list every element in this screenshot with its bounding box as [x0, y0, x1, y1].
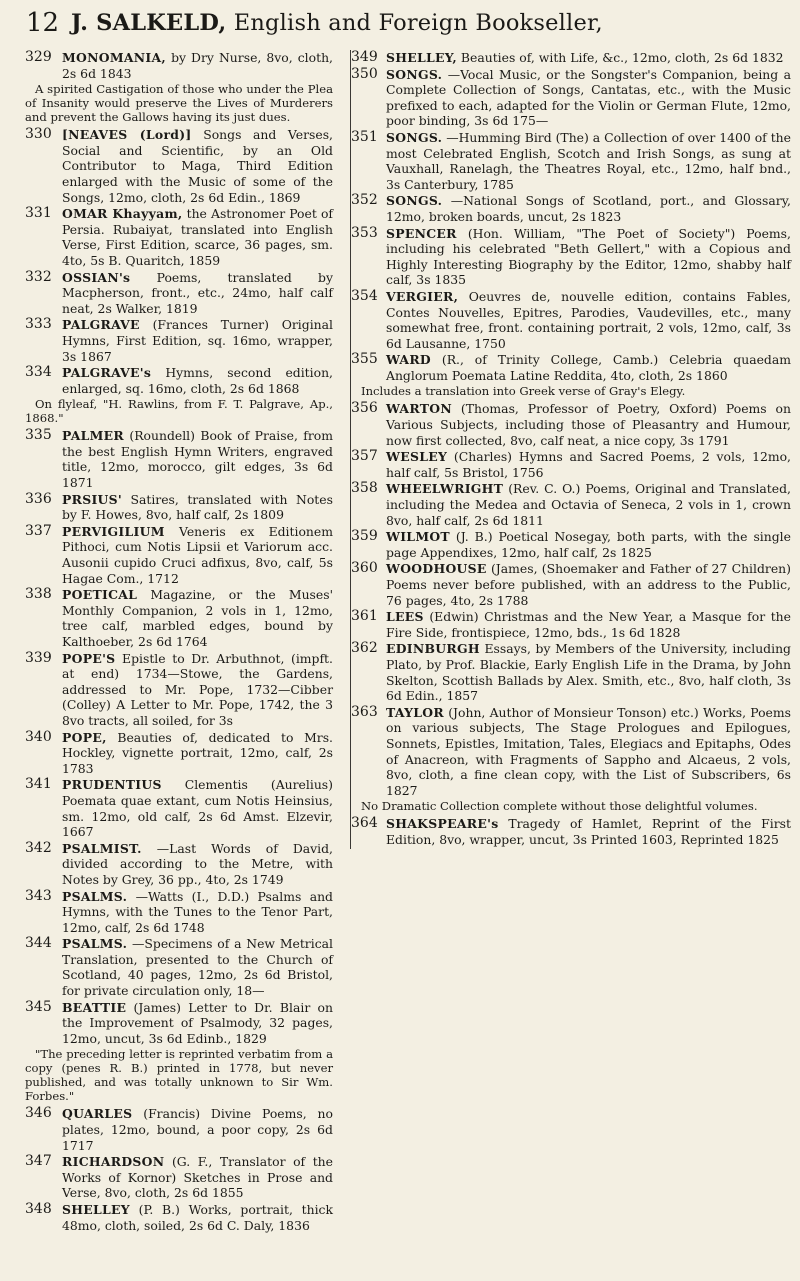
- entry-number: 340: [25, 728, 52, 745]
- entry-description: Oeuvres de, nouvelle edition, contains Fables, Contes Nouvelles, Epitres, Parodies, Vaudevilles, etc., many somewhat free, front. containing portrait, 2 vols, 12mo, calf, 3s 6d Lausanne, 1750: [386, 288, 791, 351]
- entry-number: 355: [351, 351, 378, 368]
- catalogue-entry: [25, 730, 333, 777]
- seller-tagline: English and Foreign Bookseller,: [233, 10, 603, 36]
- catalogue-entry: [25, 1202, 333, 1233]
- entry-description: —Vocal Music, or the Songster's Companion, being a Complete Collection of Songs, Cantatas, etc., with the Music prefixed to each, adapted for the Violin or German Flute, 12mo, poor binding, 3s 6d 175—: [386, 66, 791, 129]
- catalogue-entry: [351, 705, 791, 799]
- entry-number: 341: [25, 776, 52, 793]
- entry-description: (Roundell) Book of Praise, from the best English Hymn Writers, engraved title, 12mo, morocco, gilt edges, 3s 6d 1871: [62, 428, 333, 491]
- entry-number: 343: [25, 887, 52, 904]
- entry-description: Poems, translated by Macpherson, front., etc., 24mo, half calf neat, 2s Walker, 1819: [62, 269, 333, 316]
- entry-description: Tragedy of Hamlet, Reprint of the First Edition, 8vo, wrapper, uncut, 3s Printed 1603, Reprinted 1825: [386, 816, 791, 847]
- entry-number: 357: [351, 448, 378, 465]
- entry-description: the Astronomer Poet of Persia. Rubaiyat, translated into English Verse, First Edition, scarce, 36 pages, sm. 4to, 5s B. Quaritch, 1859: [62, 206, 333, 268]
- entry-number: 332: [25, 268, 52, 285]
- entry-heading: WHEELWRIGHT: [386, 481, 504, 497]
- entry-number: 356: [351, 400, 378, 417]
- entry-description: —National Songs of Scotland, port., and Glossary, 12mo, broken boards, uncut, 2s 1823: [386, 193, 791, 224]
- catalogue-entry: [25, 428, 333, 490]
- entry-number: 342: [25, 839, 52, 856]
- entry-number: 358: [351, 480, 378, 497]
- entry-description: (J. B.) Poetical Nosegay, both parts, with the single page Appendixes, 12mo, half calf, 2s 1825: [386, 529, 791, 560]
- catalogue-entry: [25, 587, 333, 649]
- entry-heading: SONGS.: [386, 129, 443, 145]
- entry-note: No Dramatic Collection complete without those delightful volumes.: [361, 799, 758, 814]
- entry-description: Magazine, or the Muses' Monthly Companion, 2 vols in 1, 12mo, tree calf, marbled edges, bound by Kalthoeber, 2s 6d 1764: [62, 587, 333, 649]
- entry-heading: SONGS.: [386, 193, 443, 209]
- entry-number: 334: [25, 364, 52, 381]
- catalogue-entry: [25, 127, 333, 205]
- entry-heading: PALMER: [62, 428, 124, 444]
- catalogue-entry: [25, 270, 333, 317]
- entry-description: Essays, by Members of the University, including Plato, by Prof. Blackie, Early English Life in the Drama, by John Skelton, Scottish Ballads by Alex. Smith, etc., 8vo, half cloth, 3s 6d Edin., 1857: [386, 641, 791, 704]
- catalogue-entry: [351, 352, 791, 383]
- entry-description: (Frances Turner) Original Hymns, First Edition, sq. 16mo, wrapper, 3s 1867: [62, 317, 333, 364]
- catalogue-entry: [25, 365, 333, 396]
- entry-description: (R., of Trinity College, Camb.) Celebria quaedam Anglorum Poemata Latine Reddita, 4to, cloth, 2s 1860: [386, 352, 791, 383]
- catalogue-entry: [25, 651, 333, 729]
- entry-number: 348: [25, 1201, 52, 1217]
- catalogue-entry: [351, 816, 791, 847]
- entry-heading: PSALMS.: [62, 936, 128, 952]
- entry-description: Clementis (Aurelius) Poemata quae extant, cum Notis Heinsius, sm. 12mo, old calf, 2s 6d Amst. Elzevir, 1667: [62, 777, 333, 840]
- entry-heading: PALGRAVE: [62, 317, 140, 333]
- entry-heading: POPE,: [62, 729, 107, 745]
- entry-description: Songs and Verses, Social and Scientific, by an Old Contributor to Maga, Third Edition enlarged with the Music of some of the Songs, 12mo, cloth, 2s 6d Edin., 1869: [62, 127, 333, 205]
- entry-number: 354: [351, 287, 378, 304]
- entry-number: 361: [351, 608, 378, 625]
- entry-description: (James) Letter to Dr. Blair on the Improvement of Psalmody, 32 pages, 12mo, uncut, 3s 6d Edinb., 1829: [62, 999, 333, 1046]
- entry-number: 345: [25, 998, 52, 1015]
- catalogue-entry: [351, 449, 791, 480]
- entry-heading: PSALMIST.: [62, 840, 142, 856]
- catalogue-entry: [351, 67, 791, 129]
- catalogue-entry: [351, 529, 791, 560]
- entry-heading: PRSIUS': [62, 491, 123, 507]
- catalogue-entry: [25, 1000, 333, 1047]
- entry-number: 351: [351, 128, 378, 145]
- entry-heading: PRUDENTIUS: [62, 777, 162, 793]
- entry-description: Beauties of, dedicated to Mrs. Hockley, vignette portrait, 12mo, calf, 2s 1783: [62, 729, 333, 776]
- entry-heading: LEES: [386, 609, 424, 625]
- entry-heading: SPENCER: [386, 225, 457, 241]
- entry-number: 353: [351, 224, 378, 241]
- page-number: 12: [26, 8, 60, 38]
- left-column: [25, 50, 333, 1234]
- entry-description: (P. B.) Works, portrait, thick 48mo, cloth, soiled, 2s 6d C. Daly, 1836: [62, 1202, 333, 1233]
- catalogue-entry: [351, 289, 791, 351]
- entry-note: On flyleaf, "H. Rawlins, from F. T. Palgrave, Ap., 1868.": [25, 397, 333, 426]
- entry-number: 339: [25, 649, 52, 666]
- page-header: [0, 8, 800, 52]
- catalogue-entry: [25, 936, 333, 998]
- entry-description: Satires, translated with Notes by F. Howes, 8vo, half calf, 2s 1809: [62, 491, 333, 523]
- entry-heading: QUARLES: [62, 1106, 133, 1122]
- entry-heading: OMAR Khayyam,: [62, 206, 183, 222]
- catalogue-entry: [25, 1154, 333, 1201]
- entry-heading: TAYLOR: [386, 704, 444, 720]
- entry-description: Veneris ex Editionem Pithoci, cum Notis Lipsii et Variorum acc. Ausonii cupido Cruci adfixus, 8vo, calf, 5s Hagae Com., 1712: [62, 523, 333, 586]
- entry-heading: OSSIAN's: [62, 269, 131, 285]
- entry-note: Includes a translation into Greek verse of Gray's Elegy.: [361, 384, 686, 399]
- catalogue-entry: [25, 889, 333, 936]
- entry-heading: SHELLEY: [62, 1202, 130, 1217]
- entry-number: 359: [351, 528, 378, 545]
- entry-heading: POETICAL: [62, 587, 138, 603]
- entry-description: (G. F., Translator of the Works of Kornor) Sketches in Prose and Verse, 8vo, cloth, 2s 6d 1855: [62, 1154, 333, 1201]
- entry-heading: PALGRAVE's: [62, 365, 152, 381]
- entry-number: 338: [25, 586, 52, 603]
- entry-number: 350: [351, 65, 378, 82]
- catalogue-entry: [25, 777, 333, 839]
- entry-description: —Last Words of David, divided according to the Metre, with Notes by Grey, 36 pp., 4to, 2s 1749: [62, 840, 333, 887]
- entry-description: (Thomas, Professor of Poetry, Oxford) Poems on Various Subjects, including those of Pleasantry and Humour, now first collected, 8vo, calf neat, a nice copy, 3s 1791: [386, 401, 791, 448]
- catalogue-entry: [25, 492, 333, 523]
- catalogue-entry: [25, 1106, 333, 1153]
- catalogue-entry: [351, 226, 791, 288]
- entry-number: 362: [351, 640, 378, 657]
- catalogue-entry: [351, 401, 791, 448]
- entry-description: (John, Author of Monsieur Tonson) etc.) Works, Poems on various subjects, The Stage Prologues and Epilogues, Sonnets, Epistles, Imitation, Tales, Elegiacs and Epitaphs, Odes of Anacreon, with Fragments of Sappho and Alcaeus, 2 vols, 8vo, cloth, a fine clean copy, with the List of Subscribers, 6s 1827: [386, 704, 791, 798]
- entry-note: "The preceding letter is reprinted verbatim from a copy (penes R. B.) printed in 1778, but never published, and was totally unknown to Sir Wm. Forbes.": [25, 1047, 333, 1104]
- entry-heading: SONGS.: [386, 66, 443, 82]
- entry-number: 336: [25, 490, 52, 507]
- header-title: [71, 10, 603, 36]
- catalogue-entry: [351, 130, 791, 192]
- entry-number: 364: [351, 815, 378, 832]
- entry-heading: PERVIGILIUM: [62, 523, 165, 539]
- entry-number: 335: [25, 427, 52, 444]
- entry-description: —Humming Bird (The) a Collection of over 1400 of the most Celebrated English, Scotch and Irish Songs, as sung at Vauxhall, Ranelagh, the Theatres Royal, etc., 12mo, half bnd., 3s Canterbury, 1785: [386, 129, 791, 192]
- catalogue-entry: [351, 193, 791, 224]
- entry-heading: BEATTIE: [62, 999, 127, 1015]
- entry-heading: WARD: [386, 352, 431, 368]
- catalogue-entry: [25, 50, 333, 81]
- entry-number: 347: [25, 1153, 52, 1170]
- catalogue-entry: [351, 50, 791, 66]
- entry-description: Beauties of, with Life, &c., 12mo, cloth, 2s 6d 1832: [460, 50, 784, 65]
- entry-heading: POPE'S: [62, 650, 116, 666]
- entry-description: (Edwin) Christmas and the New Year, a Masque for the Fire Side, frontispiece, 12mo, bds., 1s 6d 1828: [386, 609, 791, 640]
- catalogue-entry: [25, 524, 333, 586]
- entry-description: (Rev. C. O.) Poems, Original and Translated, including the Medea and Octavia of Seneca, 2 vols in 1, crown 8vo, half calf, 2s 6d 1811: [386, 481, 791, 528]
- entry-heading: SHAKSPEARE's: [386, 816, 499, 832]
- catalogue-entry: [351, 561, 791, 608]
- entry-heading: VERGIER,: [386, 288, 459, 304]
- entry-heading: WILMOT: [386, 529, 450, 545]
- entry-number: 337: [25, 522, 52, 539]
- catalogue-entry: [25, 206, 333, 268]
- entry-number: 349: [351, 49, 378, 65]
- entry-description: Hymns, second edition, enlarged, sq. 16mo, cloth, 2s 6d 1868: [62, 365, 333, 396]
- entry-description: —Watts (I., D.D.) Psalms and Hymns, with the Tunes to the Tenor Part, 12mo, calf, 2s 6d 1748: [62, 888, 333, 935]
- entry-description: Epistle to Dr. Arbuthnot, (impft. at end) 1734—Stowe, the Gardens, addressed to Mr. Pope, 1732—Cibber (Colley) A Letter to Mr. Pope, 1742, the 3 8vo tracts, all soiled, for 3s: [62, 650, 333, 728]
- entry-number: 331: [25, 205, 52, 222]
- catalogue-entry: [25, 841, 333, 888]
- entry-description: by Dry Nurse, 8vo, cloth, 2s 6d 1843: [62, 50, 333, 81]
- entry-heading: MONOMANIA,: [62, 50, 167, 65]
- entry-number: 352: [351, 192, 378, 209]
- catalogue-entry: [25, 317, 333, 364]
- right-column: [350, 50, 791, 849]
- entry-heading: PSALMS.: [62, 888, 128, 904]
- entry-number: 344: [25, 935, 52, 952]
- entry-description: (Charles) Hymns and Sacred Poems, 2 vols, 12mo, half calf, 5s Bristol, 1756: [386, 449, 791, 480]
- entry-number: 346: [25, 1105, 52, 1122]
- entry-description: (Hon. William, "The Poet of Society") Poems, including his celebrated "Beth Gellert," with a Copious and Highly Interesting Biography by the Editor, 12mo, shabby half calf, 3s 1835: [386, 225, 791, 288]
- entry-description: (Francis) Divine Poems, no plates, 12mo, bound, a poor copy, 2s 6d 1717: [62, 1106, 333, 1153]
- entry-number: 330: [25, 126, 52, 143]
- entry-heading: [NEAVES (Lord)]: [62, 127, 192, 143]
- catalogue-entry: [351, 641, 791, 703]
- entry-heading: WARTON: [386, 401, 452, 417]
- seller-name: J. SALKELD,: [71, 10, 227, 36]
- entry-number: 333: [25, 316, 52, 333]
- entry-heading: WOODHOUSE: [386, 561, 487, 577]
- entry-description: (James, (Shoemaker and Father of 27 Children) Poems never before published, with an address to the Public, 76 pages, 4to, 2s 1788: [386, 561, 791, 608]
- entry-number: 363: [351, 703, 378, 720]
- entry-number: 329: [25, 49, 52, 65]
- catalogue-entry: [351, 481, 791, 528]
- catalogue-entry: [351, 609, 791, 640]
- entry-note: A spirited Castigation of those who under the Plea of Insanity would preserve the Lives of Murderers and prevent the Gallows having its just dues.: [25, 82, 333, 125]
- entry-heading: EDINBURGH: [386, 641, 480, 657]
- entry-number: 360: [351, 560, 378, 577]
- entry-heading: RICHARDSON: [62, 1154, 165, 1170]
- entry-description: —Specimens of a New Metrical Translation, presented to the Church of Scotland, 40 pages, 12mo, 2s 6d Bristol, for private circulation only, 18—: [62, 936, 333, 999]
- entry-heading: WESLEY: [386, 449, 448, 465]
- entry-heading: SHELLEY,: [386, 50, 457, 65]
